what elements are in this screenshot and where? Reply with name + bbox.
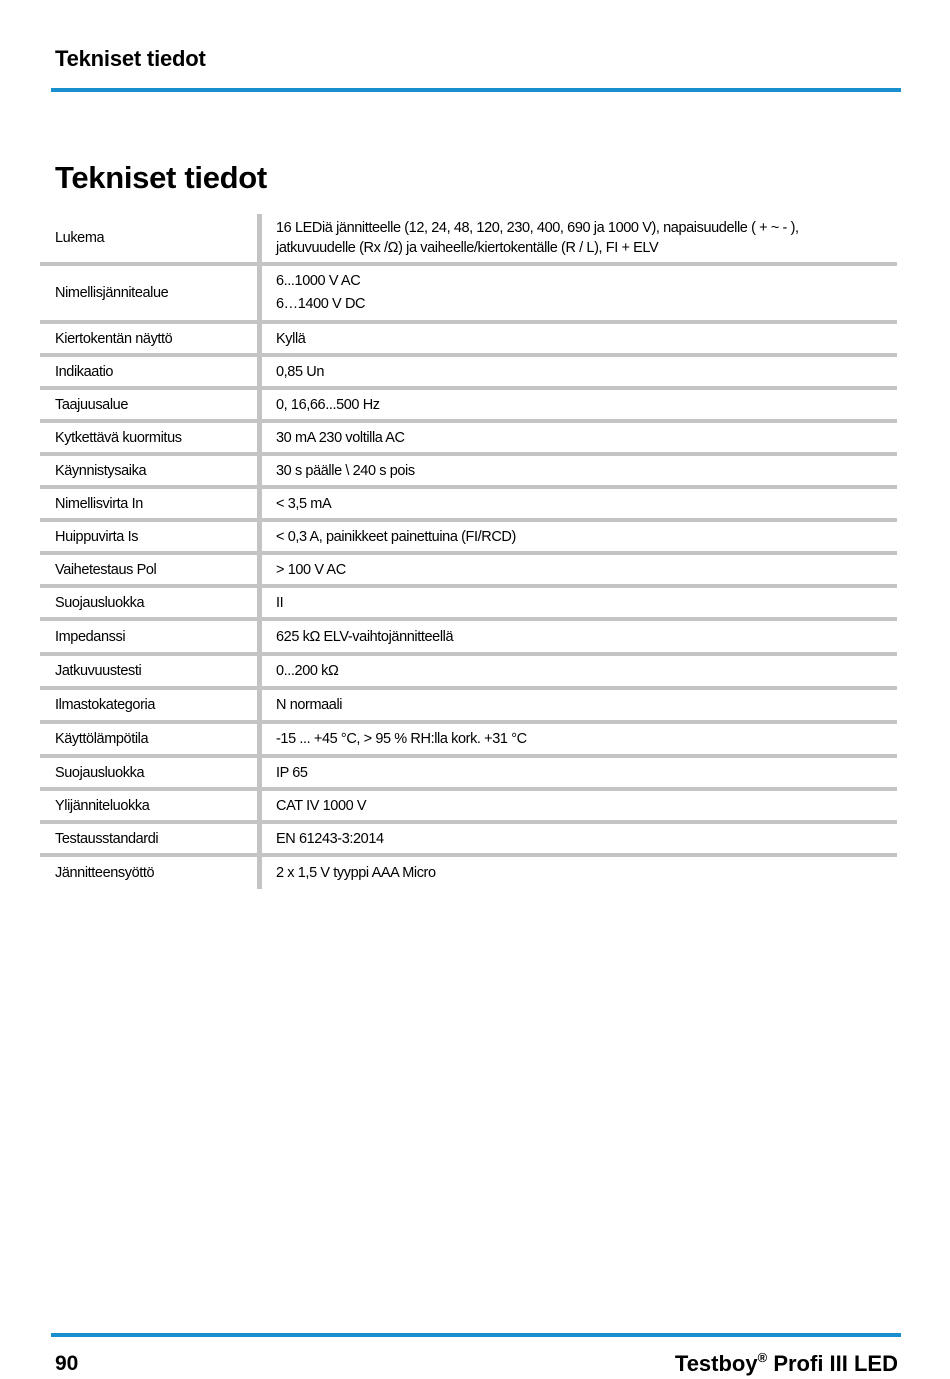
spec-value-line: II	[276, 594, 284, 611]
spec-value-line: > 100 V AC	[276, 561, 346, 578]
spec-value-line: EN 61243-3:2014	[276, 830, 384, 847]
spec-value-line: 6…1400 V DC	[276, 296, 366, 312]
spec-label: Impedanssi	[40, 621, 262, 652]
spec-value	[262, 724, 897, 754]
spec-label: Suojausluokka	[40, 588, 262, 617]
table-row	[40, 621, 897, 656]
table-row	[40, 489, 897, 522]
spec-label: Ylijänniteluokka	[40, 791, 262, 820]
spec-value-line: 30 s päälle \ 240 s pois	[276, 462, 415, 479]
spec-value	[262, 824, 897, 853]
spec-value	[262, 266, 897, 320]
running-header-title: Tekniset tiedot	[55, 46, 206, 71]
spec-label: Kiertokentän näyttö	[40, 324, 262, 353]
spec-value-line: < 3,5 mA	[276, 495, 332, 512]
spec-label: Huippuvirta Is	[40, 522, 262, 551]
spec-value-line: 6...1000 V AC	[276, 273, 361, 289]
table-row	[40, 758, 897, 791]
header-rule	[51, 88, 901, 92]
table-row	[40, 724, 897, 758]
spec-label: Jännitteensyöttö	[40, 857, 262, 889]
brand-name: Testboy	[674, 1351, 758, 1376]
table-row	[40, 324, 897, 357]
spec-value-line: 0, 16,66...500 Hz	[276, 396, 380, 413]
spec-value	[262, 489, 897, 518]
spec-label: Taajuusalue	[40, 390, 262, 419]
spec-label: Kytkettävä kuormitus	[40, 423, 262, 452]
table-row	[40, 656, 897, 690]
spec-label: Vaihetestaus Pol	[40, 555, 262, 584]
spec-value	[262, 656, 897, 686]
spec-value-line: 30 mA 230 voltilla AC	[276, 429, 405, 446]
spec-value	[262, 522, 897, 551]
spec-value	[262, 324, 897, 353]
spec-value-line: 2 x 1,5 V tyyppi AAA Micro	[276, 865, 436, 881]
spec-value	[262, 791, 897, 820]
spec-value	[262, 555, 897, 584]
table-row	[40, 857, 897, 889]
spec-value-line: < 0,3 A, painikkeet painettuina (FI/RCD)	[276, 528, 516, 545]
table-row	[40, 390, 897, 423]
table-row	[40, 522, 897, 555]
spec-value-line: -15 ... +45 °C, > 95 % RH:lla kork. +31 °C	[276, 731, 527, 747]
spec-value-line: jatkuvuudelle (Rx /Ω) ja vaiheelle/kiertokentälle (R / L), FI + ELV	[276, 240, 659, 256]
spec-value-line: N normaali	[276, 697, 343, 713]
spec-label: Käyttölämpötila	[40, 724, 262, 754]
spec-label: Suojausluokka	[40, 758, 262, 787]
spec-label: Ilmastokategoria	[40, 690, 262, 720]
spec-value	[262, 390, 897, 419]
product-name	[675, 1350, 898, 1377]
spec-label: Indikaatio	[40, 357, 262, 386]
spec-label: Nimellisvirta In	[40, 489, 262, 518]
spec-value	[262, 621, 897, 652]
spec-label: Testausstandardi	[40, 824, 262, 853]
footer-rule	[51, 1333, 901, 1337]
spec-value	[262, 456, 897, 485]
page-number: 90	[55, 1352, 79, 1375]
spec-value	[262, 423, 897, 452]
model-name: Profi III LED	[767, 1351, 898, 1376]
spec-value	[262, 357, 897, 386]
table-row	[40, 791, 897, 824]
spec-value	[262, 758, 897, 787]
spec-value	[262, 214, 897, 262]
spec-value-line: 0...200 kΩ	[276, 663, 339, 679]
spec-label: Käynnistysaika	[40, 456, 262, 485]
table-row	[40, 824, 897, 857]
spec-label: Jatkuvuustesti	[40, 656, 262, 686]
spec-value	[262, 588, 897, 617]
table-row	[40, 214, 897, 266]
spec-table	[40, 214, 897, 889]
spec-value-line: IP 65	[276, 764, 308, 781]
table-row	[40, 456, 897, 489]
table-row	[40, 266, 897, 324]
table-row	[40, 588, 897, 621]
table-row	[40, 423, 897, 456]
spec-value	[262, 690, 897, 720]
spec-value-line: 16 LEDiä jännitteelle (12, 24, 48, 120, 230, 400, 690 ja 1000 V), napaisuudelle ( + ~ - ),	[276, 220, 799, 236]
spec-value-line: Kyllä	[276, 330, 306, 347]
table-row	[40, 690, 897, 724]
spec-value	[262, 857, 897, 889]
spec-label: Nimellisjännitealue	[40, 266, 262, 320]
registered-mark: ®	[757, 1350, 768, 1365]
spec-label: Lukema	[40, 214, 262, 262]
spec-value-line: CAT IV 1000 V	[276, 797, 367, 814]
table-row	[40, 555, 897, 588]
table-row	[40, 357, 897, 390]
section-title: Tekniset tiedot	[55, 160, 267, 195]
spec-value-line: 0,85 Un	[276, 363, 324, 380]
spec-value-line: 625 kΩ ELV-vaihtojännitteellä	[276, 628, 454, 645]
